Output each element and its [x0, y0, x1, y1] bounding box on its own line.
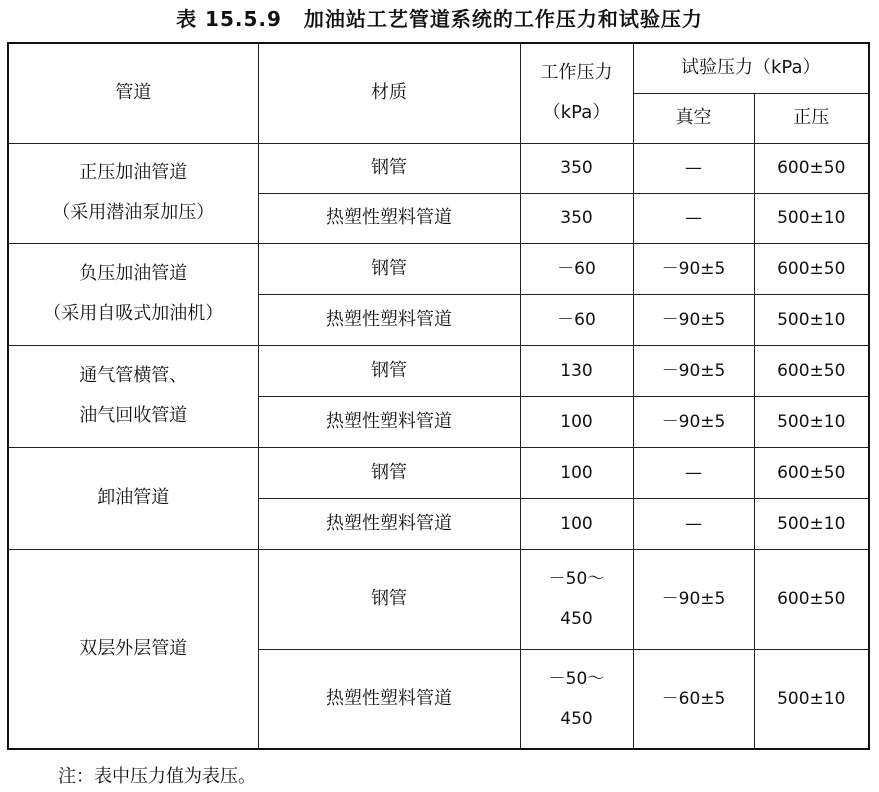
pipe-name-cell [8, 243, 258, 345]
table-note: 注：表中压力值为表压。 [58, 766, 256, 787]
positive-cell: 500±10 [754, 294, 869, 345]
positive-cell: 500±10 [754, 193, 869, 243]
pipe-name-cell [8, 447, 258, 549]
header-work-pressure-line1: 工作压力 [540, 62, 613, 84]
header-pipe: 管道 [8, 43, 258, 143]
positive-cell: 600±50 [754, 143, 869, 193]
table-row [8, 447, 869, 498]
table-number: 表 15.5.9 [176, 7, 282, 31]
table-title [0, 4, 879, 34]
material-cell: 钢管 [258, 549, 520, 649]
work-pressure-line1: －50～ [548, 668, 605, 689]
material-cell: 钢管 [258, 243, 520, 294]
material-cell: 钢管 [258, 143, 520, 193]
vacuum-cell: －90±5 [633, 294, 754, 345]
header-work-pressure [520, 43, 633, 143]
pipe-name-cell [8, 345, 258, 447]
vacuum-cell: — [633, 193, 754, 243]
material-cell: 钢管 [258, 447, 520, 498]
positive-cell: 500±10 [754, 649, 869, 749]
work-pressure-cell: －60 [520, 294, 633, 345]
material-cell: 热塑性塑料管道 [258, 649, 520, 749]
work-pressure-cell: 130 [520, 345, 633, 396]
header-vacuum: 真空 [633, 93, 754, 143]
pipe-name-line1: 通气管横管、 [79, 365, 188, 386]
pipe-name-line1: 正压加油管道 [79, 162, 188, 183]
header-work-pressure-line2: （kPa） [542, 102, 611, 124]
work-pressure-cell: 350 [520, 143, 633, 193]
pipe-name-line2: 油气回收管道 [79, 405, 188, 426]
pressure-table [7, 42, 870, 750]
positive-cell: 500±10 [754, 396, 869, 447]
header-material: 材质 [258, 43, 520, 143]
pipe-name-line2: （采用潜油泵加压） [52, 202, 215, 223]
pipe-name-cell [8, 143, 258, 243]
vacuum-cell: — [633, 447, 754, 498]
header-row [8, 43, 869, 93]
material-cell: 热塑性塑料管道 [258, 396, 520, 447]
work-pressure-line2: 450 [560, 708, 593, 729]
vacuum-cell: －90±5 [633, 345, 754, 396]
table-row [8, 243, 869, 294]
table-row [8, 345, 869, 396]
positive-cell: 600±50 [754, 549, 869, 649]
material-cell: 热塑性塑料管道 [258, 294, 520, 345]
work-pressure-cell: 100 [520, 447, 633, 498]
pipe-name-line1: 负压加油管道 [79, 263, 188, 284]
work-pressure-cell: 100 [520, 396, 633, 447]
work-pressure-cell: －60 [520, 243, 633, 294]
positive-cell: 600±50 [754, 345, 869, 396]
table-row [8, 549, 869, 649]
table-caption: 加油站工艺管道系统的工作压力和试验压力 [303, 7, 703, 31]
table-row [8, 143, 869, 193]
positive-cell: 600±50 [754, 447, 869, 498]
material-cell: 热塑性塑料管道 [258, 498, 520, 549]
vacuum-cell: －90±5 [633, 396, 754, 447]
vacuum-cell: －90±5 [633, 549, 754, 649]
work-pressure-cell: 100 [520, 498, 633, 549]
pipe-name-line2: （采用自吸式加油机） [43, 303, 224, 324]
work-pressure-cell [520, 549, 633, 649]
material-cell: 钢管 [258, 345, 520, 396]
work-pressure-cell [520, 649, 633, 749]
pipe-name-line1: 卸油管道 [97, 487, 170, 508]
work-pressure-cell: 350 [520, 193, 633, 243]
vacuum-cell: －60±5 [633, 649, 754, 749]
vacuum-cell: — [633, 143, 754, 193]
positive-cell: 500±10 [754, 498, 869, 549]
vacuum-cell: －90±5 [633, 243, 754, 294]
work-pressure-line1: －50～ [548, 569, 605, 589]
pipe-name-cell [8, 549, 258, 749]
vacuum-cell: — [633, 498, 754, 549]
pipe-name-line1: 双层外层管道 [79, 637, 188, 659]
material-cell: 热塑性塑料管道 [258, 193, 520, 243]
positive-cell: 600±50 [754, 243, 869, 294]
work-pressure-line2: 450 [560, 609, 593, 629]
header-test-pressure: 试验压力（kPa） [633, 43, 869, 93]
header-positive: 正压 [754, 93, 869, 143]
